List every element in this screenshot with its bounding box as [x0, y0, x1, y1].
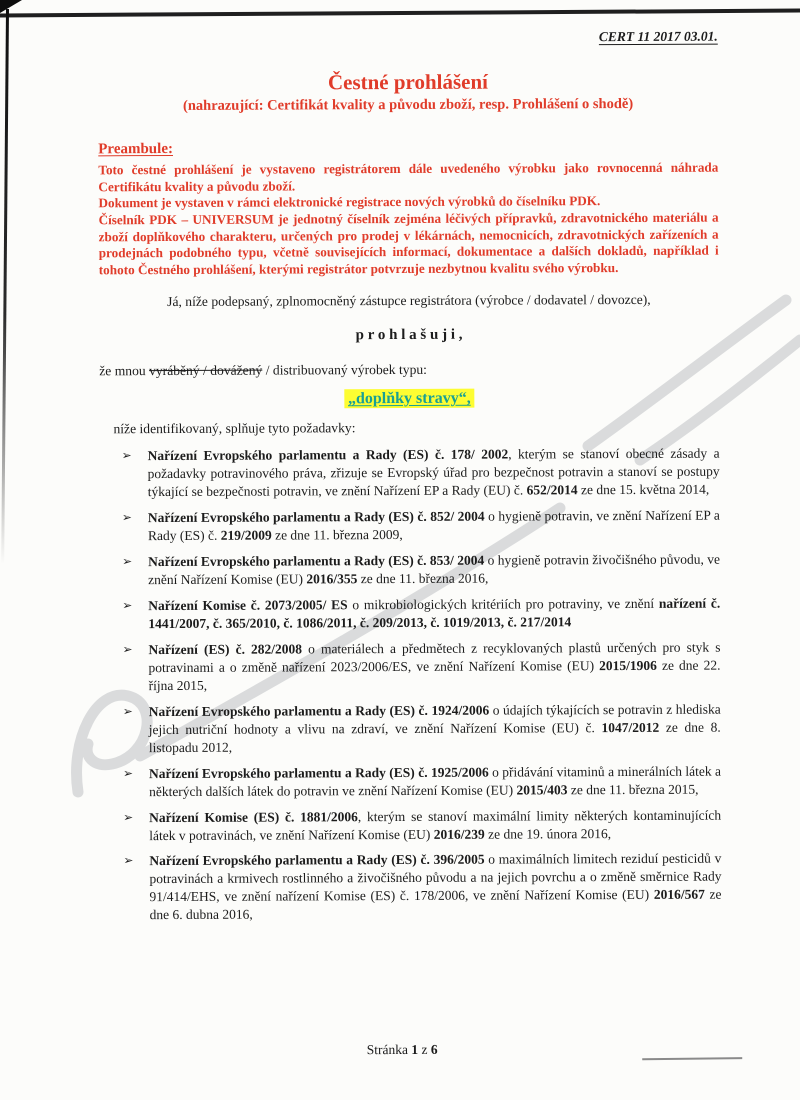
requirement-text	[149, 806, 721, 844]
arrow-bullet-icon: ➢	[122, 703, 133, 719]
text-segment: Nařízení Evropského parlamentu a Rady (ES) č. 1924/2006	[148, 702, 490, 719]
declaration-intro: Já, níže podepsaný, zplnomocněný zástupce registrátora (výrobce / dodavatel / dovozce),	[167, 292, 651, 310]
preamble-paragraph: Toto čestné prohlášení je vystaveno registrátorem dále uvedeného výrobku jako rovnocenná náhrada Certifikátu kvality a původu zboží.	[98, 159, 719, 194]
product-type-line	[99, 361, 719, 380]
arrow-bullet-icon: ➢	[122, 598, 133, 613]
arrow-bullet-icon: ➢	[122, 765, 134, 780]
document-subtitle: (nahrazující: Certifikát kvality a původu zboží, resp. Prohlášení o shodě)	[182, 95, 634, 114]
text-segment: 219/2009	[220, 527, 272, 543]
requirement-text	[149, 762, 721, 800]
text-segment: Nařízení Evropského parlamentu a Rady (ES) č. 853/ 2004	[148, 552, 485, 570]
text-segment: Nařízení Evropského parlamentu a Rady (ES) č. 1925/2006	[148, 764, 489, 781]
text-segment: 652/2014	[526, 482, 578, 498]
text-segment: 1	[411, 1041, 419, 1057]
requirement-text	[148, 507, 720, 545]
requirement-item	[122, 507, 720, 546]
text-segment: 1047/2012	[601, 719, 660, 735]
arrow-bullet-icon: ➢	[122, 554, 133, 569]
preamble-paragraph: Dokument je vystaven v rámci elektronické registrace nových výrobků do číselníku PDK.	[98, 193, 601, 211]
requirements-list	[100, 445, 722, 925]
text-segment: / distribuovaný výrobek typu:	[262, 362, 427, 378]
text-segment: Nařízení (ES) č. 282/2008	[148, 641, 303, 658]
requirement-item	[122, 445, 720, 501]
doc-reference: CERT 11 2017 03.01.	[598, 28, 718, 45]
requirement-text	[149, 700, 721, 756]
text-segment: ze dne 11. března 2016,	[357, 570, 489, 587]
text-segment: 6	[430, 1041, 438, 1057]
requirement-item	[123, 762, 721, 801]
requirement-text	[148, 551, 720, 589]
text-segment: o údajích týkajících se potravin z hlediska jejich nutriční hodnoty a vlivu na zdraví, ve znění Nařízení Komise (EU) č.	[148, 701, 721, 737]
requirement-item	[123, 850, 721, 924]
text-segment: nařízení č. 1441/2007, č. 365/2010, č. 1086/2011, č. 209/2013, č. 1019/2013, č. 217/2014	[148, 595, 721, 632]
text-segment: Stránka	[366, 1041, 412, 1058]
text-segment: ze dne 11. března 2015,	[567, 781, 699, 797]
product-name-row	[99, 389, 719, 410]
text-segment: vyráběný / dovážený	[149, 362, 263, 379]
requirement-item	[122, 595, 720, 634]
text-segment: o mikrobiologických kritériích pro potraviny, ve znění	[347, 595, 659, 613]
declaration-verb: p r o h l a š u j i ,	[355, 327, 463, 344]
text-segment: Nařízení Evropského parlamentu a Rady (ES) č. 396/2005	[149, 852, 485, 869]
requirement-text	[148, 639, 720, 695]
requirement-item	[123, 806, 721, 845]
product-name-highlight: „doplňky stravy“,	[344, 389, 475, 409]
requirement-item	[122, 551, 720, 590]
arrow-bullet-icon: ➢	[122, 642, 133, 657]
text-segment: Nařízení Komise č. 2073/2005/ ES	[148, 597, 348, 614]
arrow-bullet-icon: ➢	[121, 448, 132, 463]
text-segment: ze dne 11. března 2009,	[271, 527, 403, 543]
text-segment: ze dne 19. února 2016,	[484, 825, 612, 842]
text-segment: 2015/403	[516, 781, 568, 798]
text-segment: , kterým se stanoví obecné zásady a požadavky potravinového práva, zřizuje se Evropský úřad pro bezpečnost potravin a stanoví se postupy týkající se bezpečnosti potravin, ve znění Nařízení EP a Rady (EU) č.	[147, 445, 720, 500]
text-segment: ze dne 22. října 2015,	[148, 657, 721, 693]
text-segment: o přidávání vitaminů a minerálních látek a některých dalších látek do potravin ve znění Nařízení Komise (EU)	[149, 763, 721, 799]
preamble-body	[98, 160, 719, 279]
text-segment: ze dne 6. dubna 2016,	[149, 886, 722, 923]
document-title: Čestné prohlášení	[327, 69, 489, 95]
text-segment: Nařízení Evropského parlamentu a Rady (ES) č. 852/ 2004	[147, 508, 485, 526]
preamble-paragraph: Číselník PDK – UNIVERSUM je jednotný číselník zejména léčivých přípravků, zdravotnického materiálu a zboží doplňkového charakteru, určených pro prodej v lékárnách, nemocnicích, zdravotnických zařízeních a prodejnách podobného typu, včetně souvisejících informací, dokumentace a dalších dokladů, například i tohoto Čestného prohlášení, kterými registrátor potvrzuje nezbytnou kvalitu svého výrobku.	[98, 209, 719, 278]
text-segment: o hygieně potravin, ve znění Nařízení EP a Rady (ES) č.	[147, 507, 720, 544]
text-segment: Nařízení Evropského parlamentu a Rady (ES) č. 178/ 2002	[147, 446, 509, 464]
arrow-bullet-icon: ➢	[121, 510, 132, 525]
text-segment: 2016/355	[306, 571, 358, 587]
text-segment: že mnou	[99, 363, 150, 379]
preamble-heading: Preambule:	[98, 140, 174, 158]
text-segment: ze dne 8. listopadu 2012,	[148, 719, 721, 755]
text-segment: o hygieně potravin živočišného původu, ve znění Nařízení Komise (EU)	[148, 551, 721, 588]
arrow-bullet-icon: ➢	[123, 853, 134, 868]
requirement-item	[122, 639, 720, 695]
text-segment: 2016/239	[433, 826, 485, 842]
text-segment: o materiálech a předmětech z recyklovaných plastů určených pro styk s potravinami a o změně nařízení 2023/2006/ES, ve znění Nařízení Komise (EU)	[148, 639, 721, 676]
requirement-text	[148, 445, 720, 501]
requirement-text	[149, 850, 721, 924]
page-number	[2, 1040, 800, 1059]
requirements-intro: níže identifikovaný, splňuje tyto požadavky:	[113, 420, 356, 437]
text-segment: 2016/567	[653, 887, 705, 903]
arrow-bullet-icon: ➢	[123, 809, 134, 824]
text-segment: , kterým se stanoví maximální limity některých kontaminujících látek v potravinách, ve znění Nařízení Komise (EU)	[149, 807, 722, 843]
footer-mark	[642, 1057, 742, 1060]
requirement-item	[123, 700, 721, 756]
text-segment: z	[418, 1041, 431, 1057]
text-segment: ze dne 15. května 2014,	[577, 481, 710, 498]
requirement-text	[148, 595, 720, 633]
text-segment: o maximálních limitech reziduí pesticidů v potravinách a krmivech rostlinného a živočišného původu a na jejich povrchu a o změně směrnice Rady 91/414/EHS, ve znění nařízení Komise (ES) č. 178/2006, ve znění Nařízení Komise (EU)	[149, 851, 722, 905]
text-segment: Nařízení Komise (ES) č. 1881/2006	[149, 808, 358, 825]
text-segment: 2015/1906	[599, 657, 657, 674]
